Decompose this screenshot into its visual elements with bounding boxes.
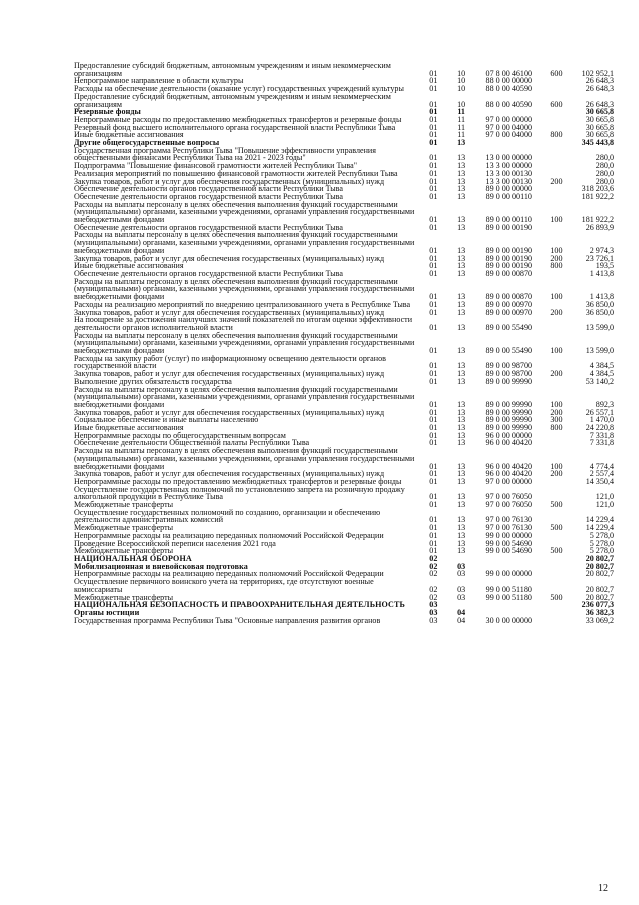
target-article-code: 97 0 00 04000: [485, 130, 533, 140]
row-name: Расходы на закупку работ (услуг) по информационному освещению деятельности органов государственной власти: [74, 353, 386, 371]
section-code: 01: [429, 523, 438, 533]
amount: 33 069,2: [585, 615, 615, 625]
amount: 26 648,3: [585, 84, 615, 94]
target-article-code: 13 3 00 00130: [485, 176, 533, 186]
target-article-code: 96 0 00 00000: [485, 430, 533, 440]
row-name: Государственная программа Республики Тыва "Основные направления развития органов: [74, 615, 381, 625]
row-name: Обеспечение деятельности органов государственной власти Республики Тыва: [74, 184, 343, 194]
expense-type-code: 500: [550, 523, 563, 533]
section-code: 01: [429, 538, 438, 548]
section-code: 01: [429, 215, 438, 225]
target-article-code: 97 0 00 04000: [485, 122, 533, 132]
subsection-code: 04: [457, 615, 466, 625]
section-code: 01: [429, 191, 438, 201]
section-code: 03: [429, 600, 438, 610]
row-name: Другие общегосударственные вопросы: [74, 138, 220, 148]
subsection-code: 13: [457, 307, 466, 317]
section-code: 01: [429, 376, 438, 386]
target-article-code: 88 0 00 00000: [485, 76, 533, 86]
expense-type-code: 100: [550, 292, 563, 302]
row-name: Закупка товаров, работ и услуг для обеспечения государственных (муниципальных) нужд: [74, 253, 385, 263]
expense-type-code: 500: [550, 546, 563, 556]
row-name: Подпрограмма "Повышение финансовой грамотности жителей Республики Тыва": [74, 161, 358, 171]
amount: 36 850,0: [585, 307, 615, 317]
amount: 2 974,3: [589, 245, 615, 255]
section-code: 01: [429, 322, 438, 332]
amount: 7 331,8: [589, 430, 615, 440]
amount: 892,3: [595, 399, 615, 409]
section-code: 01: [429, 469, 438, 479]
amount: 345 443,8: [581, 138, 615, 148]
row-name: Непрограммные расходы на реализацию переданных полномочий Российской Федерации: [74, 569, 384, 579]
section-code: 01: [429, 222, 438, 232]
row-name: Закупка товаров, работ и услуг для обеспечения государственных (муниципальных) нужд: [74, 407, 385, 417]
target-article-code: 99 0 00 00000: [485, 569, 533, 579]
subsection-code: 13: [457, 538, 466, 548]
target-article-code: 96 0 00 40420: [485, 469, 533, 479]
target-article-code: 89 0 00 00000: [485, 184, 533, 194]
amount: 20 802,7: [585, 561, 615, 571]
table-row: [74, 62, 614, 77]
row-name: Расходы на выплаты персоналу в целях обеспечения выполнения функций государственными (муниципальными) органами, казенными учреждениями, органами управления государственными внебюджетными фондами: [74, 199, 415, 225]
row-name: Межбюджетные трансферты: [74, 592, 174, 602]
expense-type-code: 100: [550, 215, 563, 225]
target-article-code: 30 0 00 00000: [485, 615, 533, 625]
expense-type-code: 100: [550, 461, 563, 471]
section-code: 01: [429, 176, 438, 186]
amount: 1 470,0: [589, 415, 615, 425]
table-row: [74, 617, 614, 625]
target-article-code: 89 0 00 99990: [485, 423, 533, 433]
section-code: 01: [429, 130, 438, 140]
amount: 36 850,0: [585, 299, 615, 309]
section-code: 01: [429, 461, 438, 471]
section-code: 01: [429, 76, 438, 86]
amount: 53 140,2: [585, 376, 615, 386]
row-name: Иные бюджетные ассигнования: [74, 423, 184, 433]
section-code: 01: [429, 84, 438, 94]
row-name: Органы юстиции: [74, 607, 140, 617]
section-code: 01: [429, 68, 438, 78]
row-name: Обеспечение деятельности Общественной палаты Республики Тыва: [74, 438, 310, 448]
target-article-code: 96 0 00 40420: [485, 438, 533, 448]
subsection-code: 11: [457, 122, 466, 132]
row-name: Реализация мероприятий по повышению финансовой грамотности жителей Республики Тыва: [74, 168, 398, 178]
target-article-code: 89 0 00 99990: [485, 376, 533, 386]
subsection-code: 13: [457, 176, 466, 186]
row-name: Мобилизационная и вневойсковая подготовка: [74, 561, 248, 571]
amount: 20 802,7: [585, 569, 615, 579]
amount: 280,0: [595, 153, 615, 163]
amount: 30 665,8: [585, 122, 615, 132]
subsection-code: 13: [457, 369, 466, 379]
amount: 30 665,8: [585, 114, 615, 124]
row-name: Социальное обеспечение и иные выплаты населению: [74, 415, 259, 425]
target-article-code: 13 3 00 00000: [485, 161, 533, 171]
section-code: 01: [429, 423, 438, 433]
row-name: Обеспечение деятельности органов государственной власти Республики Тыва: [74, 222, 343, 232]
section-code: 01: [429, 114, 438, 124]
subsection-code: 11: [457, 114, 466, 124]
table-row: [74, 201, 614, 224]
row-name: Расходы на выплаты персоналу в целях обеспечения выполнения функций государственными (муниципальными) органами, казенными учреждениями, органами управления государственными внебюджетными фондами: [74, 330, 415, 356]
row-name: Закупка товаров, работ и услуг для обеспечения государственных (муниципальных) нужд: [74, 469, 385, 479]
amount: 1 413,8: [589, 292, 615, 302]
table-row: [74, 316, 614, 331]
row-name: Межбюджетные трансферты: [74, 500, 174, 510]
subsection-code: 13: [457, 492, 466, 502]
target-article-code: 89 0 00 99990: [485, 399, 533, 409]
subsection-code: 13: [457, 461, 466, 471]
row-name: НАЦИОНАЛЬНАЯ БЕЗОПАСНОСТЬ И ПРАВООХРАНИТЕЛЬНАЯ ДЕЯТЕЛЬНОСТЬ: [74, 600, 405, 610]
amount: 36 382,3: [585, 607, 615, 617]
amount: 280,0: [595, 176, 615, 186]
subsection-code: 03: [457, 592, 466, 602]
row-name: Непрограммные расходы по предоставлению межбюджетных трансфертов и резервные фонды: [74, 114, 402, 124]
expense-type-code: 200: [550, 253, 563, 263]
section-code: 01: [429, 346, 438, 356]
section-code: 02: [429, 592, 438, 602]
amount: 4 384,5: [589, 361, 615, 371]
section-code: 01: [429, 107, 438, 117]
row-name: Непрограммное направление в области культуры: [74, 76, 244, 86]
subsection-code: 10: [457, 76, 466, 86]
target-article-code: 88 0 00 40590: [485, 84, 533, 94]
row-name: Обеспечение деятельности органов государственной власти Республики Тыва: [74, 191, 343, 201]
section-code: 01: [429, 161, 438, 171]
subsection-code: 13: [457, 268, 466, 278]
subsection-code: 13: [457, 153, 466, 163]
subsection-code: 13: [457, 361, 466, 371]
amount: 2 557,4: [589, 469, 615, 479]
expense-type-code: 600: [550, 68, 563, 78]
amount: 121,0: [595, 500, 615, 510]
section-code: 01: [429, 307, 438, 317]
target-article-code: 89 0 00 99990: [485, 407, 533, 417]
section-code: 02: [429, 561, 438, 571]
subsection-code: 13: [457, 184, 466, 194]
amount: 5 278,0: [589, 530, 615, 540]
expense-type-code: 100: [550, 346, 563, 356]
table-row: [74, 147, 614, 162]
section-code: 01: [429, 138, 438, 148]
row-name: Резервный фонд высшего исполнительного органа государственной власти Республики Тыва: [74, 122, 396, 132]
subsection-code: 13: [457, 346, 466, 356]
expense-type-code: 800: [550, 130, 563, 140]
row-name: НАЦИОНАЛЬНАЯ ОБОРОНА: [74, 554, 192, 563]
expense-type-code: 100: [550, 399, 563, 409]
subsection-code: 13: [457, 430, 466, 440]
subsection-code: 13: [457, 530, 466, 540]
expense-type-code: 800: [550, 261, 563, 271]
amount: 4 384,5: [589, 369, 615, 379]
subsection-code: 13: [457, 245, 466, 255]
amount: 26 557,1: [585, 407, 615, 417]
subsection-code: 10: [457, 84, 466, 94]
subsection-code: 11: [457, 107, 465, 117]
amount: 20 802,7: [585, 592, 615, 602]
subsection-code: 13: [457, 261, 466, 271]
amount: 30 665,8: [585, 107, 615, 117]
expense-type-code: 200: [550, 176, 563, 186]
target-article-code: 96 0 00 40420: [485, 461, 533, 471]
subsection-code: 03: [457, 584, 466, 594]
amount: 13 599,0: [585, 322, 615, 332]
row-name: Межбюджетные трансферты: [74, 523, 174, 533]
subsection-code: 13: [457, 415, 466, 425]
row-name: Непрограммные расходы на реализацию переданных полномочий Российской Федерации: [74, 530, 384, 540]
amount: 280,0: [595, 161, 615, 171]
row-name: Выполнение других обязательств государства: [74, 376, 232, 386]
subsection-code: 13: [457, 423, 466, 433]
expense-type-code: 200: [550, 307, 563, 317]
subsection-code: 13: [457, 438, 466, 448]
row-name: Расходы на реализацию мероприятий по внедрению централизованного учета в Республике Тыва: [74, 299, 411, 309]
row-name: Резервные фонды: [74, 107, 141, 117]
subsection-code: 13: [457, 161, 466, 171]
target-article-code: 89 0 00 00970: [485, 299, 533, 309]
row-name: Иные бюджетные ассигнования: [74, 261, 184, 271]
subsection-code: 11: [457, 130, 466, 140]
row-name: Расходы на выплаты персоналу в целях обеспечения выполнения функций государственными (муниципальными) органами, казенными учреждениями, органами управления государственными внебюджетными фондами: [74, 276, 415, 302]
row-name: Предоставление субсидий бюджетным, автономным учреждениям и иным некоммерческим организациям: [74, 61, 391, 78]
section-code: 01: [429, 415, 438, 425]
target-article-code: 89 0 00 00870: [485, 292, 533, 302]
target-article-code: 89 0 00 99990: [485, 415, 533, 425]
target-article-code: 99 0 00 51180: [485, 592, 532, 602]
subsection-code: 13: [457, 469, 466, 479]
section-code: 03: [429, 615, 438, 625]
amount: 20 802,7: [585, 554, 615, 563]
section-code: 01: [429, 476, 438, 486]
subsection-code: 13: [457, 215, 466, 225]
section-code: 01: [429, 153, 438, 163]
amount: 14 229,4: [585, 523, 615, 533]
row-name: Осуществление государственных полномочий по установлению запрета на розничную продажу алкогольной продукции в Республике Тыва: [74, 484, 405, 502]
expense-type-code: 200: [550, 407, 563, 417]
table-row: [74, 509, 614, 524]
section-code: 03: [429, 607, 438, 617]
amount: 30 665,8: [585, 130, 615, 140]
amount: 181 922,2: [581, 215, 615, 225]
section-code: 02: [429, 584, 438, 594]
section-code: 02: [429, 569, 438, 579]
table-row: [74, 386, 614, 409]
amount: 5 278,0: [589, 546, 615, 556]
table-row: [74, 447, 614, 470]
amount: 102 952,1: [581, 68, 615, 78]
amount: 26 648,3: [585, 99, 615, 109]
row-name: Обеспечение деятельности органов государственной власти Республики Тыва: [74, 268, 343, 278]
section-code: 01: [429, 399, 438, 409]
target-article-code: 89 0 00 00190: [485, 261, 533, 271]
row-name: Непрограммные расходы по предоставлению межбюджетных трансфертов и резервные фонды: [74, 476, 402, 486]
section-code: 01: [429, 500, 438, 510]
table-row: [74, 332, 614, 355]
row-name: Закупка товаров, работ и услуг для обеспечения государственных (муниципальных) нужд: [74, 369, 385, 379]
subsection-code: 13: [457, 476, 466, 486]
section-code: 01: [429, 492, 438, 502]
section-code: 01: [429, 407, 438, 417]
row-name: Непрограммные расходы по общегосударственным вопросам: [74, 430, 286, 440]
amount: 1 413,8: [589, 268, 615, 278]
expense-type-code: 100: [550, 245, 563, 255]
amount: 236 077,3: [581, 600, 615, 610]
subsection-code: 13: [457, 222, 466, 232]
amount: 14 229,4: [585, 515, 615, 525]
subsection-code: 13: [457, 168, 466, 178]
subsection-code: 10: [457, 68, 466, 78]
expense-type-code: 600: [550, 99, 563, 109]
expense-type-code: 500: [550, 592, 563, 602]
amount: 14 350,4: [585, 476, 615, 486]
section-code: 01: [429, 261, 438, 271]
target-article-code: 97 0 00 00000: [485, 476, 533, 486]
amount: 181 922,2: [581, 191, 615, 201]
amount: 193,5: [595, 261, 615, 271]
section-code: 01: [429, 369, 438, 379]
row-name: Межбюджетные трансферты: [74, 546, 174, 556]
budget-table: [74, 62, 614, 624]
target-article-code: 99 0 00 54690: [485, 546, 533, 556]
amount: 23 726,1: [585, 253, 615, 263]
section-code: 01: [429, 268, 438, 278]
subsection-code: 13: [457, 523, 466, 533]
table-row: [74, 578, 614, 593]
amount: 13 599,0: [585, 346, 615, 356]
table-row: [74, 93, 614, 108]
expense-type-code: 300: [550, 415, 563, 425]
amount: 4 774,4: [589, 461, 615, 471]
expense-type-code: 500: [550, 500, 563, 510]
section-code: 01: [429, 299, 438, 309]
row-name: Государственная программа Республики Тыва "Повышение эффективности управления общественными финансами Республики Тыва на 2021 - 2023 годы": [74, 145, 376, 163]
section-code: 01: [429, 122, 438, 132]
subsection-code: 13: [457, 376, 466, 386]
target-article-code: 99 0 00 00000: [485, 530, 533, 540]
subsection-code: 13: [457, 399, 466, 409]
amount: 280,0: [595, 168, 615, 178]
page-number: 12: [598, 883, 608, 894]
subsection-code: 10: [457, 99, 466, 109]
subsection-code: 03: [457, 569, 466, 579]
row-name: Расходы на выплаты персоналу в целях обеспечения выполнения функций государственными (муниципальными) органами, казенными учреждениями, органами управления государственными внебюджетными фондами: [74, 230, 415, 255]
row-name: Закупка товаров, работ и услуг для обеспечения государственных (муниципальных) нужд: [74, 307, 385, 317]
target-article-code: 89 0 00 00110: [485, 215, 532, 225]
section-code: 01: [429, 99, 438, 109]
subsection-code: 13: [457, 292, 466, 302]
target-article-code: 89 0 00 55490: [485, 322, 533, 332]
table-row: [74, 601, 614, 609]
target-article-code: 89 0 00 00190: [485, 222, 533, 232]
subsection-code: 13: [457, 299, 466, 309]
subsection-code: 03: [457, 561, 466, 571]
target-article-code: 13 3 00 00130: [485, 168, 533, 178]
row-name: Закупка товаров, работ и услуг для обеспечения государственных (муниципальных) нужд: [74, 176, 385, 186]
target-article-code: 97 0 00 00000: [485, 114, 533, 124]
row-name: Расходы на обеспечение деятельности (оказание услуг) государственных учреждений культуры: [74, 84, 404, 94]
section-code: 01: [429, 430, 438, 440]
target-article-code: 89 0 00 98700: [485, 369, 533, 379]
subsection-code: 13: [457, 138, 466, 148]
target-article-code: 89 0 00 00190: [485, 253, 533, 263]
subsection-code: 13: [457, 500, 466, 510]
expense-type-code: 200: [550, 369, 563, 379]
section-code: 01: [429, 361, 438, 371]
amount: 26 893,9: [585, 222, 615, 232]
row-name: Осуществление государственных полномочий по созданию, организации и обеспечению деятельности административных комиссий: [74, 507, 381, 525]
subsection-code: 13: [457, 253, 466, 263]
target-article-code: 97 0 00 76050: [485, 500, 533, 510]
target-article-code: 89 0 00 00870: [485, 268, 533, 278]
row-name: Иные бюджетные ассигнования: [74, 130, 184, 140]
row-name: Расходы на выплаты персоналу в целях обеспечения выполнения функций государственными (муниципальными) органами, казенными учреждениями, органами управления государственными внебюджетными фондами: [74, 384, 415, 409]
section-code: 01: [429, 245, 438, 255]
subsection-code: 04: [457, 607, 466, 617]
amount: 24 220,8: [585, 423, 615, 433]
amount: 5 278,0: [589, 538, 615, 548]
target-article-code: 89 0 00 00970: [485, 307, 533, 317]
target-article-code: 89 0 00 55490: [485, 346, 533, 356]
section-code: 01: [429, 530, 438, 540]
row-name: Предоставление субсидий бюджетным, автономным учреждениям и иным некоммерческим организациям: [74, 91, 391, 109]
table-row: [74, 231, 614, 254]
section-code: 01: [429, 546, 438, 556]
amount: 20 802,7: [585, 584, 615, 594]
table-row: [74, 486, 614, 501]
target-article-code: 88 0 00 40590: [485, 99, 533, 109]
amount: 26 648,3: [585, 76, 615, 86]
section-code: 01: [429, 253, 438, 263]
section-code: 01: [429, 438, 438, 448]
target-article-code: 97 0 00 76130: [485, 515, 533, 525]
target-article-code: 97 0 00 76050: [485, 492, 533, 502]
target-article-code: 13 0 00 00000: [485, 153, 533, 163]
expense-type-code: 800: [550, 423, 563, 433]
row-name: Проведение Всероссийской переписи населения 2021 года: [74, 538, 276, 548]
target-article-code: 89 0 00 00190: [485, 245, 533, 255]
section-code: 02: [429, 554, 438, 563]
section-code: 01: [429, 168, 438, 178]
target-article-code: 07 8 00 46100: [485, 68, 533, 78]
subsection-code: 13: [457, 322, 466, 332]
row-name: Осуществление первичного воинского учета на территориях, где отсутствуют военные комиссариаты: [74, 577, 374, 594]
subsection-code: 13: [457, 515, 466, 525]
table-row: [74, 355, 614, 370]
table-row: [74, 278, 614, 301]
target-article-code: 99 0 00 51180: [485, 584, 532, 594]
subsection-code: 13: [457, 546, 466, 556]
row-name: На поощрение за достижения наилучших значений показателей по итогам оценки эффективности деятельности органов исполнительной власти: [74, 315, 413, 332]
subsection-code: 13: [457, 407, 466, 417]
target-article-code: 97 0 00 76130: [485, 523, 533, 533]
subsection-code: 13: [457, 191, 466, 201]
amount: 121,0: [595, 492, 615, 502]
target-article-code: 99 0 00 54690: [485, 538, 533, 548]
target-article-code: 89 0 00 00110: [485, 191, 532, 201]
section-code: 01: [429, 184, 438, 194]
section-code: 01: [429, 515, 438, 525]
expense-type-code: 200: [550, 469, 563, 479]
amount: 7 331,8: [589, 438, 615, 448]
target-article-code: 89 0 00 98700: [485, 361, 533, 371]
amount: 318 203,6: [581, 184, 615, 194]
row-name: Расходы на выплаты персоналу в целях обеспечения выполнения функций государственными (муниципальными) органами, казенными учреждениями, органами управления государственными внебюджетными фондами: [74, 446, 415, 471]
section-code: 01: [429, 292, 438, 302]
